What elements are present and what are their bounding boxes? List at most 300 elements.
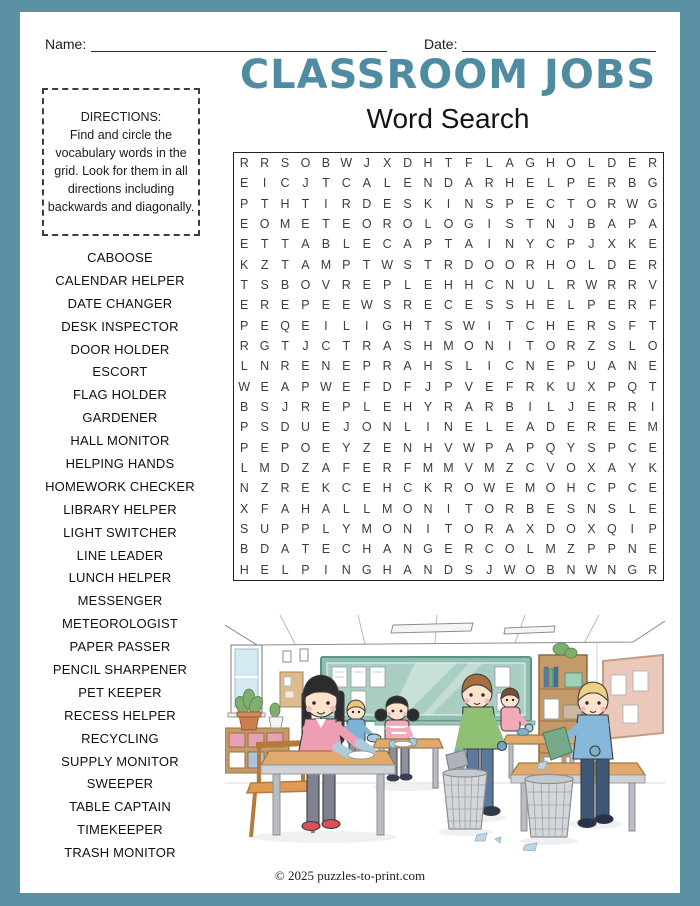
grid-cell: W (238, 379, 251, 394)
grid-cell: E (648, 542, 657, 557)
grid-cell: O (566, 156, 576, 171)
grid-cell: E (342, 379, 351, 394)
grid-cell: N (260, 359, 270, 374)
grid-cell: N (403, 542, 413, 557)
grid-cell: F (628, 318, 637, 333)
word-list-item: ESCORT (92, 364, 148, 380)
grid-cell: R (627, 278, 637, 293)
grid-cell: W (381, 257, 394, 272)
word-list-item: SWEEPER (86, 776, 154, 792)
grid-cell: F (403, 461, 412, 476)
grid-row (234, 214, 663, 234)
grid-cell: R (566, 339, 576, 354)
grid-cell: T (240, 278, 249, 293)
grid-cell: A (280, 379, 290, 394)
grid-cell: K (423, 196, 433, 211)
grid-cell: R (443, 400, 453, 415)
grid-cell: N (423, 501, 433, 516)
name-label: Name: (45, 36, 87, 52)
grid-cell: M (545, 542, 556, 557)
grid-cell: R (484, 400, 494, 415)
grid-cell: L (342, 501, 350, 516)
grid-cell: S (240, 522, 249, 537)
grid-row (234, 173, 663, 193)
grid-cell: K (546, 379, 555, 394)
grid-cell: L (465, 359, 473, 374)
grid-cell: T (505, 318, 514, 333)
grid-cell: J (424, 379, 432, 394)
grid-cell: M (259, 461, 270, 476)
grid-cell: O (647, 339, 658, 354)
grid-cell: N (546, 217, 556, 232)
grid-cell: H (423, 440, 433, 455)
grid-cell: G (423, 542, 433, 557)
word-list-item: TIMEKEEPER (77, 822, 163, 838)
grid-cell: J (588, 237, 595, 252)
grid-cell: I (426, 420, 430, 435)
grid-cell: S (607, 339, 616, 354)
grid-cell: T (465, 501, 473, 516)
grid-cell: E (301, 359, 310, 374)
grid-cell: N (382, 420, 392, 435)
grid-cell: R (464, 542, 474, 557)
grid-cell: N (484, 339, 494, 354)
grid-cell: M (647, 420, 658, 435)
grid-cell: V (464, 461, 474, 476)
grid-row (234, 417, 663, 437)
grid-cell: X (525, 522, 535, 537)
grid-cell: A (525, 420, 535, 435)
grid-cell: N (566, 562, 576, 577)
grid-cell: L (628, 501, 636, 516)
grid-cell: B (525, 501, 535, 516)
grid-cell: P (525, 440, 535, 455)
grid-cell: R (586, 420, 596, 435)
grid-cell: H (280, 196, 290, 211)
grid-cell: E (240, 298, 249, 313)
grid-cell: M (361, 522, 372, 537)
grid-cell: W (585, 278, 598, 293)
grid-cell: V (648, 278, 657, 293)
grid-cell: H (300, 501, 310, 516)
grid-cell: O (545, 481, 556, 496)
grid-cell: O (443, 217, 454, 232)
grid-cell: H (546, 156, 556, 171)
grid-cell: H (423, 339, 433, 354)
word-list-item: SUPPLY MONITOR (61, 753, 179, 769)
word-list-item: HOMEWORK CHECKER (45, 478, 195, 494)
grid-cell: M (484, 461, 495, 476)
grid-cell: E (301, 318, 310, 333)
grid-cell: L (547, 176, 555, 191)
grid-cell: U (300, 420, 310, 435)
grid-cell: B (240, 542, 249, 557)
grid-cell: S (587, 440, 596, 455)
grid-cell: P (607, 481, 616, 496)
grid-cell: M (422, 461, 434, 476)
grid-cell: D (362, 196, 372, 211)
grid-cell: P (566, 237, 576, 252)
grid-cell: I (446, 196, 451, 211)
grid-cell: T (281, 257, 289, 272)
grid-cell: D (403, 156, 413, 171)
grid-cell: R (341, 196, 351, 211)
grid-row (234, 397, 663, 417)
grid-cell: E (546, 298, 555, 313)
grid-cell: V (464, 379, 474, 394)
grid-cell: P (607, 542, 616, 557)
grid-cell: D (382, 379, 392, 394)
grid-cell: O (504, 542, 515, 557)
word-list-item: TRASH MONITOR (64, 845, 176, 861)
grid-cell: V (444, 440, 453, 455)
grid-cell: R (382, 217, 392, 232)
date-input-line[interactable] (462, 40, 656, 52)
grid-cell: A (403, 359, 412, 374)
grid-cell: R (648, 257, 658, 272)
grid-cell: E (403, 176, 412, 191)
grid-cell: O (504, 257, 515, 272)
grid-cell: F (260, 501, 269, 516)
grid-cell: E (342, 217, 351, 232)
grid-cell: T (444, 522, 453, 537)
grid-cell: C (484, 278, 494, 293)
grid-cell: R (260, 298, 270, 313)
grid-cell: L (628, 339, 636, 354)
grid-cell: I (426, 522, 430, 537)
grid-cell: O (463, 339, 474, 354)
grid-row (234, 560, 663, 580)
grid-cell: O (259, 217, 270, 232)
grid-cell: T (362, 257, 371, 272)
grid-cell: L (363, 501, 371, 516)
grid-cell: R (586, 318, 596, 333)
bulletin-board-right (603, 655, 663, 739)
grid-cell: L (424, 217, 432, 232)
grid-cell: S (464, 562, 474, 577)
grid-cell: B (321, 156, 331, 171)
grid-cell: Y (342, 522, 351, 537)
grid-cell: W (626, 196, 639, 211)
grid-cell: L (322, 522, 330, 537)
grid-cell: E (648, 440, 657, 455)
grid-cell: H (403, 318, 413, 333)
grid-cell: D (443, 176, 453, 191)
grid-cell: N (341, 562, 351, 577)
grid-cell: R (505, 501, 515, 516)
grid-cell: S (485, 196, 494, 211)
grid-cell: E (423, 298, 433, 313)
grid-cell: E (240, 217, 249, 232)
grid-cell: R (382, 359, 392, 374)
grid-cell: P (607, 440, 616, 455)
grid-cell: P (587, 298, 596, 313)
grid-cell: E (301, 481, 310, 496)
grid-cell: S (260, 278, 269, 293)
grid-cell: H (546, 318, 556, 333)
grid-cell: P (587, 542, 596, 557)
grid-cell: E (321, 542, 331, 557)
grid-cell: R (566, 278, 576, 293)
grid-cell: T (526, 339, 534, 354)
grid-cell: T (424, 318, 432, 333)
grid-cell: X (607, 237, 616, 252)
grid-cell: N (505, 237, 515, 252)
grid-cell: H (546, 257, 556, 272)
grid-cell: M (320, 257, 332, 272)
grid-cell: A (301, 257, 310, 272)
grid-cell: J (281, 400, 289, 415)
grid-cell: F (403, 379, 412, 394)
grid-row (234, 356, 663, 376)
grid-cell: I (487, 217, 492, 232)
grid-cell: A (301, 237, 310, 252)
grid-cell: B (505, 400, 514, 415)
grid-cell: C (627, 440, 637, 455)
grid-cell: J (302, 176, 309, 191)
grid-cell: N (627, 359, 637, 374)
word-list-item: PET KEEPER (78, 684, 162, 700)
grid-cell: P (342, 400, 351, 415)
grid-cell: H (382, 562, 392, 577)
grid-cell: S (382, 298, 392, 313)
grid-cell: F (505, 379, 514, 394)
grid-cell: N (403, 522, 413, 537)
grid-cell: I (630, 522, 634, 537)
grid-cell: P (240, 440, 249, 455)
grid-cell: N (607, 562, 617, 577)
grid-row (234, 255, 663, 275)
grid-cell: M (524, 481, 536, 496)
grid-row (234, 499, 663, 519)
grid-cell: X (587, 379, 596, 394)
grid-cell: E (587, 176, 596, 191)
grid-cell: H (525, 298, 535, 313)
grid-cell: Z (505, 461, 514, 476)
grid-cell: B (628, 176, 637, 191)
grid-cell: R (607, 400, 617, 415)
grid-cell: L (240, 359, 248, 374)
grid-cell: S (505, 298, 514, 313)
grid-cell: A (382, 542, 392, 557)
word-list-item: DESK INSPECTOR (61, 318, 179, 334)
grid-cell: C (586, 481, 596, 496)
grid-cell: O (566, 522, 576, 537)
grid-cell: E (260, 318, 269, 333)
grid-cell: C (525, 461, 535, 476)
grid-cell: S (280, 156, 290, 171)
grid-cell: E (240, 176, 249, 191)
grid-cell: L (404, 420, 412, 435)
grid-cell: P (566, 359, 576, 374)
classroom-illustration (225, 614, 665, 856)
grid-cell: R (525, 379, 535, 394)
grid-cell: R (341, 278, 351, 293)
copyright: © 2025 puzzles-to-print.com (274, 868, 426, 883)
grid-cell: O (484, 501, 495, 516)
word-list-item: LIGHT SWITCHER (63, 524, 177, 540)
grid-cell: A (607, 359, 616, 374)
grid-cell: H (505, 176, 515, 191)
grid-cell: D (607, 257, 617, 272)
grid-cell: L (587, 156, 595, 171)
grid-cell: A (505, 440, 514, 455)
grid-cell: U (525, 278, 535, 293)
word-list-item: LUNCH HELPER (68, 570, 172, 586)
grid-cell: E (321, 400, 331, 415)
grid-cell: R (239, 156, 249, 171)
ceiling-lights-icon (391, 623, 555, 634)
grid-cell: N (403, 440, 413, 455)
grid-cell: Y (525, 237, 535, 252)
grid-cell: A (464, 237, 474, 252)
grid-cell: R (443, 481, 453, 496)
grid-cell: A (362, 176, 371, 191)
grid-cell: H (362, 542, 372, 557)
grid-cell: E (362, 481, 371, 496)
grid-cell: L (342, 237, 350, 252)
grid-cell: T (260, 237, 269, 252)
grid-cell: N (321, 359, 331, 374)
grid-cell: K (628, 237, 637, 252)
grid-cell: C (321, 339, 331, 354)
grid-cell: D (546, 420, 556, 435)
grid-cell: O (361, 420, 372, 435)
grid-cell: E (321, 440, 331, 455)
grid-cell: A (403, 562, 412, 577)
grid-cell: S (566, 501, 576, 516)
grid-cell: L (342, 318, 350, 333)
grid-cell: T (281, 237, 289, 252)
grid-cell: O (402, 501, 413, 516)
grid-cell: A (607, 217, 616, 232)
grid-cell: R (525, 257, 535, 272)
grid-cell: N (239, 481, 249, 496)
grid-cell: F (362, 379, 371, 394)
grid-cell: R (239, 339, 249, 354)
grid-cell: B (240, 400, 249, 415)
grid-cell: P (280, 440, 290, 455)
grid-cell: W (503, 562, 516, 577)
grid-cell: J (363, 156, 370, 171)
grid-cell: B (280, 278, 290, 293)
grid-cell: R (443, 257, 453, 272)
trash-basket-1 (443, 769, 487, 829)
grid-cell: O (300, 156, 311, 171)
grid-cell: I (262, 176, 267, 191)
grid-cell: E (546, 501, 555, 516)
grid-cell: R (484, 522, 494, 537)
grid-cell: E (628, 257, 637, 272)
grid-cell: X (587, 522, 596, 537)
grid-cell: H (566, 481, 576, 496)
grid-cell: R (607, 176, 617, 191)
grid-cell: T (301, 196, 310, 211)
grid-cell: O (382, 522, 393, 537)
grid-cell: A (280, 542, 290, 557)
grid-cell: T (567, 196, 575, 211)
grid-cell: T (342, 339, 351, 354)
grid-cell: E (648, 481, 657, 496)
grid-cell: T (281, 339, 289, 354)
word-list-item: PAPER PASSER (69, 639, 171, 655)
grid-cell: Z (260, 257, 269, 272)
grid-cell: O (361, 217, 372, 232)
grid-cell: K (321, 481, 331, 496)
page-title: CLASSROOM JOBS (239, 52, 657, 98)
grid-cell: R (382, 461, 392, 476)
grid-cell: O (545, 339, 556, 354)
grid-cell: E (546, 359, 555, 374)
grid-cell: E (423, 278, 433, 293)
bookshelf (539, 643, 587, 781)
grid-cell: E (648, 237, 657, 252)
grid-cell: P (301, 379, 310, 394)
word-list-item: METEOROLOGIST (61, 616, 178, 632)
word-list-item: FLAG HOLDER (73, 387, 167, 403)
grid-cell: E (362, 461, 371, 476)
grid-cell: C (627, 481, 637, 496)
grid-cell: P (301, 562, 310, 577)
grid-cell: F (648, 298, 657, 313)
page-subtitle: Word Search (366, 103, 530, 134)
grid-cell: P (505, 196, 514, 211)
grid-cell: G (647, 196, 658, 211)
grid-cell: T (322, 217, 330, 232)
grid-cell: E (505, 481, 514, 496)
grid-cell: B (587, 217, 596, 232)
grid-row (234, 336, 663, 356)
name-input-line[interactable] (91, 40, 387, 52)
word-list-item: DOOR HOLDER (70, 341, 170, 357)
grid-cell: G (627, 562, 638, 577)
grid-cell: J (343, 420, 350, 435)
grid-cell: D (464, 257, 474, 272)
grid-cell: E (321, 420, 331, 435)
grid-cell: G (361, 562, 372, 577)
grid-cell: E (464, 298, 474, 313)
grid-cell: L (485, 156, 493, 171)
grid-cell: G (463, 217, 474, 232)
grid-cell: F (342, 461, 351, 476)
grid-row (234, 275, 663, 295)
grid-cell: O (463, 481, 474, 496)
grid-cell: E (607, 420, 616, 435)
grid-cell: E (464, 420, 474, 435)
grid-cell: Y (566, 440, 576, 455)
grid-cell: E (648, 359, 657, 374)
grid-cell: U (566, 379, 576, 394)
grid-cell: A (464, 176, 474, 191)
grid-cell: R (280, 359, 290, 374)
grid-cell: C (341, 542, 351, 557)
grid-cell: E (607, 298, 616, 313)
grid-cell: J (302, 339, 309, 354)
grid-cell: E (485, 379, 494, 394)
grid-cell: X (382, 156, 392, 171)
grid-cell: P (607, 379, 616, 394)
grid-cell: O (463, 522, 474, 537)
grid-cell: T (444, 237, 453, 252)
grid-cell: H (382, 481, 392, 496)
grid-row (234, 478, 663, 498)
grid-cell: C (525, 318, 535, 333)
grid-cell: Z (362, 440, 371, 455)
directions-heading: DIRECTIONS: (80, 110, 162, 124)
grid-cell: S (444, 359, 453, 374)
grid-cell: L (567, 298, 575, 313)
grid-row (234, 539, 663, 559)
